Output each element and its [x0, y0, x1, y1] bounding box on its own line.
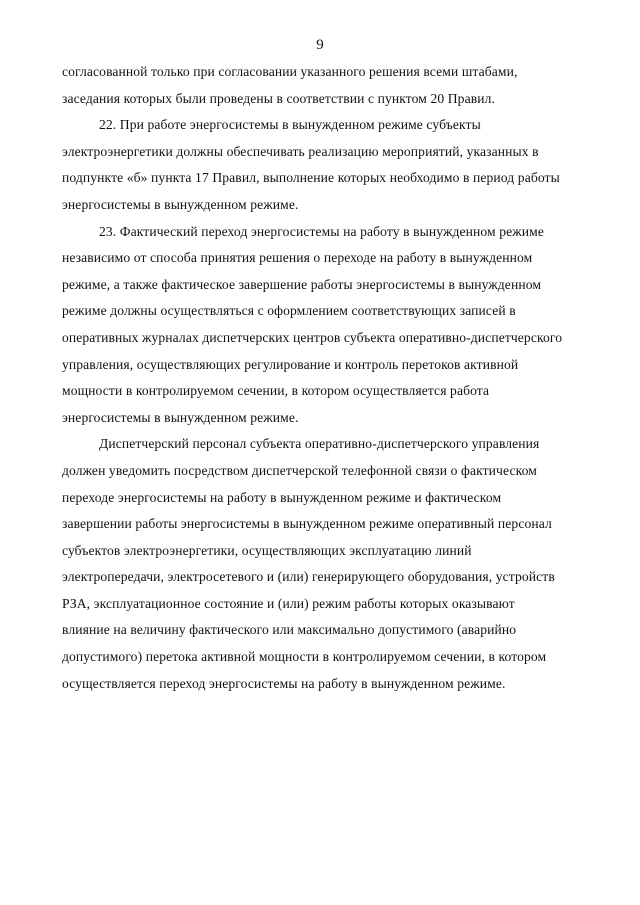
text-line: переходе энергосистемы на работу в вынужденном режиме и фактическом [62, 489, 502, 505]
text-line: подпункте «б» пункта 17 Правил, выполнение которых необходимо в период работы [62, 170, 560, 186]
text-line: согласованной только при согласовании указанного решения всеми штабами, [62, 64, 518, 79]
text-line: должен уведомить посредством диспетчерской телефонной связи о фактическом [62, 462, 537, 478]
paragraph-item-22 [62, 112, 607, 218]
paragraph-dispatcher-notice [62, 431, 607, 697]
text-line: управления, осуществляющих регулирование и контроль перетоков активной [62, 356, 519, 372]
text-line: электропередачи, электросетевого и (или) генерирующего оборудования, устройств [62, 569, 555, 585]
text-line: заседания которых были проведены в соответствии с пунктом 20 Правил. [62, 90, 495, 106]
paragraph-continuation [62, 59, 607, 112]
text-line: РЗА, эксплуатационное состояние и (или) режим работы которых оказывают [62, 595, 515, 611]
text-line: режиме, а также фактическое завершение работы энергосистемы в вынужденном [62, 276, 542, 292]
text-line: Диспетчерский персонал субъекта оперативно-диспетчерского управления [99, 436, 540, 452]
text-line: осуществляется переход энергосистемы на работу в вынужденном режиме. [62, 675, 506, 691]
text-line: режиме должны осуществляться с оформлением соответствующих записей в [62, 303, 516, 319]
text-line: 23. Фактический переход энергосистемы на работу в вынужденном режиме [99, 223, 544, 239]
text-line: мощности в контролируемом сечении, в котором осуществляется работа [62, 383, 490, 399]
page-number: 9 [316, 37, 324, 53]
text-line: электроэнергетики должны обеспечивать реализацию мероприятий, указанных в [62, 143, 539, 159]
text-line: энергосистемы в вынужденном режиме. [62, 196, 299, 212]
paragraph-item-23 [62, 219, 607, 432]
text-line: независимо от способа принятия решения о переходе на работу в вынужденном [62, 250, 533, 266]
text-line: 22. При работе энергосистемы в вынужденном режиме субъекты [99, 117, 481, 133]
text-line: влияние на величину фактического или максимально допустимого (аварийно [62, 622, 517, 638]
text-line: допустимого) перетока активной мощности в контролируемом сечении, в котором [62, 649, 547, 665]
document-body [62, 59, 607, 697]
text-line: энергосистемы в вынужденном режиме. [62, 409, 299, 425]
text-line: оперативных журналах диспетчерских центров субъекта оперативно-диспетчерского [62, 329, 563, 345]
text-line: завершении работы энергосистемы в вынужденном режиме оперативный персонал [62, 516, 552, 532]
text-line: субъектов электроэнергетики, осуществляющих эксплуатацию линий [62, 542, 472, 558]
